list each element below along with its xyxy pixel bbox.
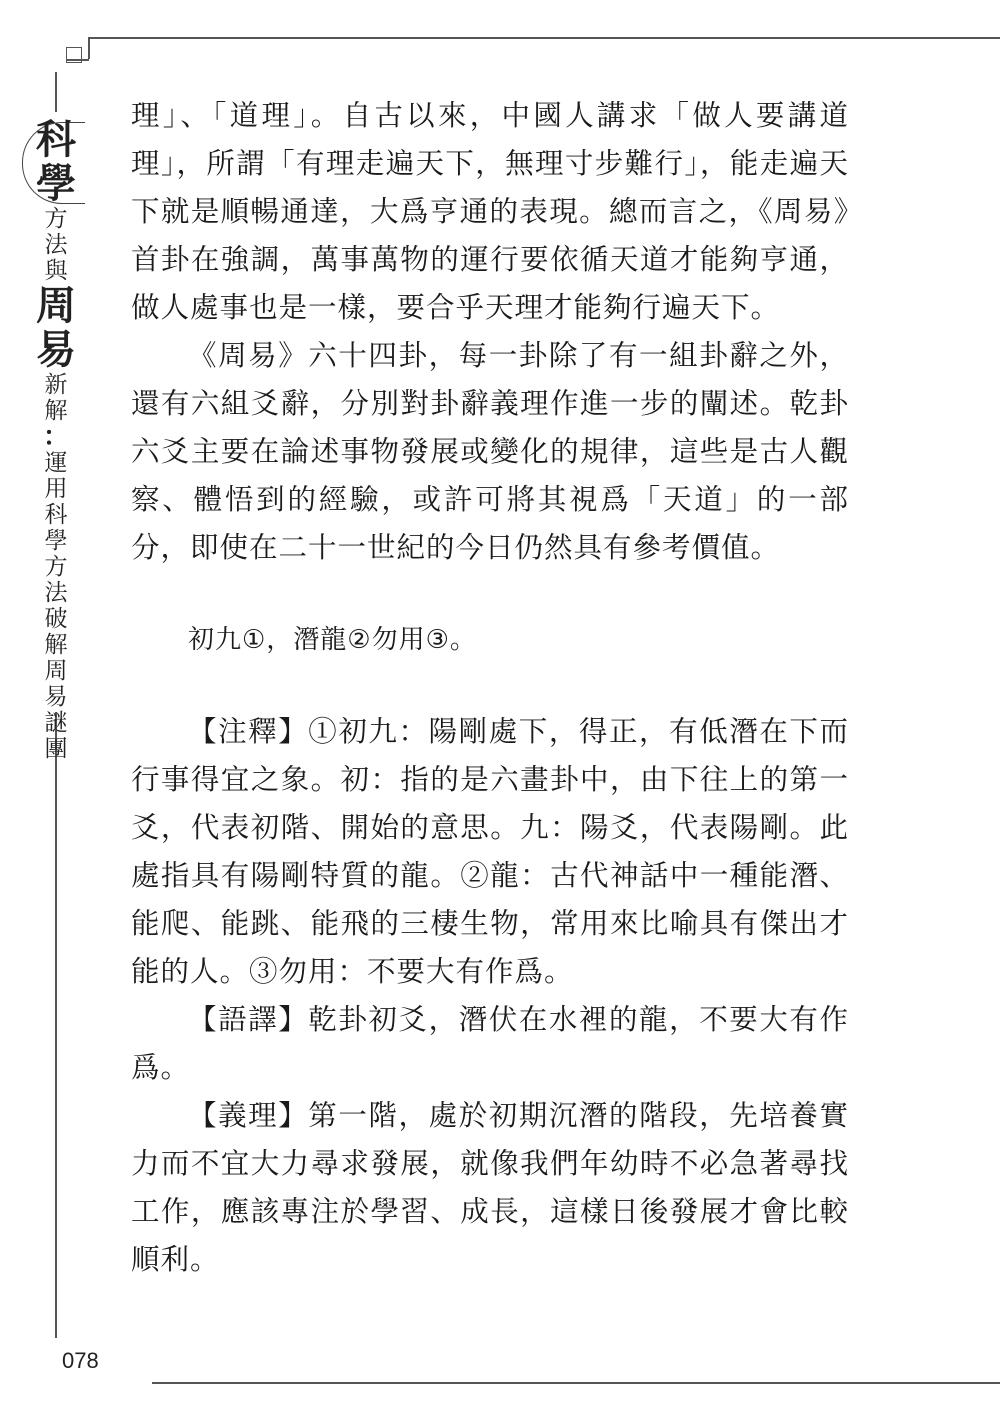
subtitle-char: 謎 [44,710,68,736]
subtitle-char: 學 [44,528,68,554]
subtitle-colon: ： [42,422,69,452]
subtitle-char: 運 [44,450,68,476]
book-title-vertical [28,118,84,762]
paragraph: 《周易》六十四卦，每一卦除了有一組卦辭之外，還有六組爻辭，分別對卦辭義理作進一步的闡述。乾卦六爻主要在論述事物發展或變化的規律，這些是古人觀察、體悟到的經驗，或許可將其視爲「天道」的一部分，即使在二十一世紀的今日仍然具有參考價值。 [131,339,849,564]
left-rule-bottom [55,712,57,1338]
subtitle-char: 解 [44,632,68,658]
title-char: 科 [36,116,76,163]
corner-box [66,47,82,63]
subtitle-char: 易 [44,684,68,710]
hexagram-line-verse: 初九①，潛龍②勿用③。 [188,625,477,655]
bottom-rule [152,1382,1000,1384]
title-char: 法 [44,232,68,258]
page-number: 078 [62,1348,99,1373]
title-char: 易 [36,326,76,373]
top-rule [88,37,1000,39]
title-char: 周 [36,282,76,329]
subtitle-char: 團 [44,736,68,762]
body-text [131,92,849,1284]
subtitle-char: 破 [44,606,68,632]
title-char: 學 [36,160,76,207]
title-char: 方 [44,206,68,232]
annotation-paragraph: 【注釋】①初九：陽剛處下，得正，有低潛在下而行事得宜之象。初：指的是六畫卦中，由下往上的第一爻，代表初階、開始的意思。九：陽爻，代表陽剛。此處指具有陽剛特質的龍。②龍：古代神話中一種能潛、能爬、能跳、能飛的三棲生物，常用來比喻具有傑出才能的人。③勿用：不要大有作爲。 [131,715,849,988]
corner-rule-vertical [88,37,90,59]
subtitle-char: 方 [44,554,68,580]
translation-paragraph: 【語譯】乾卦初爻，潛伏在水裡的龍，不要大有作爲。 [131,1003,849,1084]
title-char: 與 [44,258,68,284]
subtitle-char: 法 [44,580,68,606]
paragraph-continuation: 理」、「道理」。自古以來，中國人講求「做人要講道理」，所謂「有理走遍天下，無理寸步難行」，能走遍天下就是順暢通達，大爲亨通的表現。總而言之，《周易》首卦在強調，萬事萬物的運行要依循天道才能夠亨通，做人處事也是一樣，要合乎天理才能夠行遍天下。 [131,99,849,324]
subtitle-char: 用 [44,476,68,502]
subtitle-char: 科 [44,502,68,528]
subtitle-char: 新 [44,372,68,398]
left-rule-top [55,72,57,112]
meaning-paragraph: 【義理】第一階，處於初期沉潛的階段，先培養實力而不宜大力尋求發展，就像我們年幼時不必急著尋找工作，應該專注於學習、成長，這樣日後發展才會比較順利。 [131,1099,849,1276]
subtitle-char: 周 [44,658,68,684]
subtitle-char: 解 [44,398,68,424]
